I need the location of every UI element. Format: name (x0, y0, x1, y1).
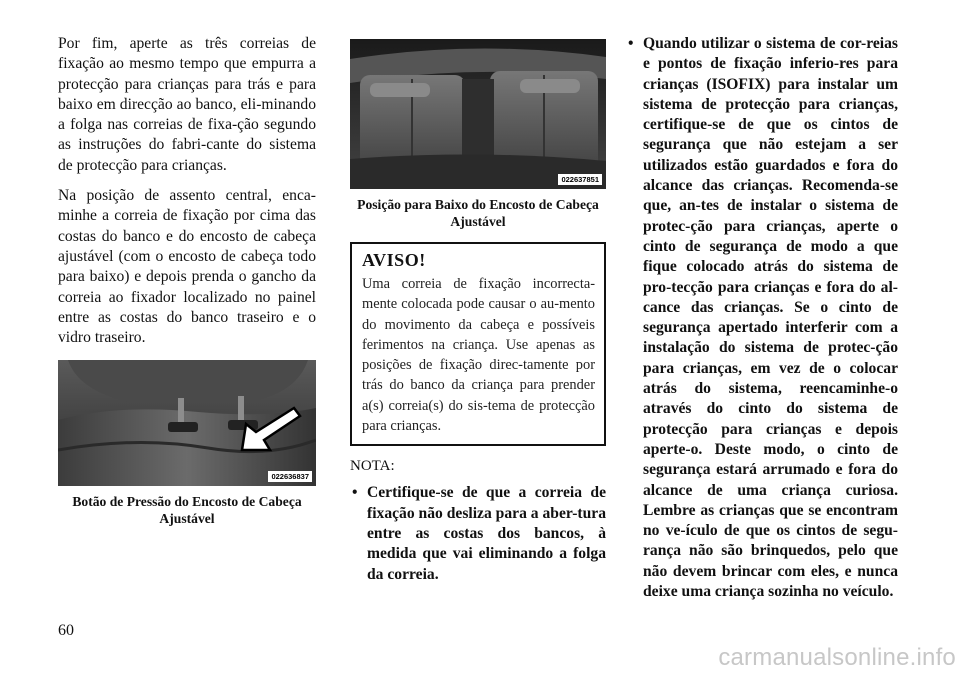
warning-text: Uma correia de fixação incorrecta-mente colocada pode causar o au-mento do movimento da cabeça e possíveis ferimentos na criança. Use apenas as posições de fixação direc-tamente por trás do banco da criança para prender a(s) correia(s) do sis-tema de protecção para crianças. (362, 276, 595, 435)
paragraph-center-seat: Na posição de assento central, enca-minhe a correia de fixação por cima das costas do banco e do encosto de cabeça ajustável (com o encosto de cabeça todo para baixo) e depois prenda o gancho da correia ao fixador localizado no painel entre as costas do banco traseiro e o vidro traseiro. (58, 187, 316, 347)
figure-caption: Botão de Pressão do Encosto de Cabeça Ajustável (72, 494, 302, 527)
headrest-button-illustration (58, 360, 316, 486)
watermark: carmanualsonline.info (718, 644, 956, 671)
right-column (626, 34, 898, 602)
headrest-button-figure (58, 360, 316, 486)
paragraph-tether-tighten: Por fim, aperte as três correias de fixação ao mesmo tempo que empurra a protecção para crianças para trás e para baixo em direcção ao banco, eli-minando a folga nas correias de fixa-ção segundo as instruções do fabri-cante do sistema de protecção para crianças. (58, 35, 316, 174)
note-label: NOTA: (350, 458, 395, 475)
note-bullet-list (350, 483, 606, 584)
warning-box (350, 242, 606, 446)
page-number: 60 (58, 622, 74, 639)
figure-caption: Posição para Baixo do Encosto de Cabeça Ajustável (357, 197, 599, 229)
figure-code: 022636837 (268, 471, 312, 482)
headrest-down-figure (350, 39, 606, 189)
list-item: • Quando utilizar o sistema de cor-reias e pontos de fixação inferio-res para crianças (ISOFIX) para instalar um sistema de protecção para crianças, certifique-se de que os cintos de segurança que não estejam a ser utilizados estão guardados e fora do alcance das crianças. Recomenda-se que, an-tes de instalar o sistema de protec-ção para crianças, aperte o cinto de segurança de modo a que fique colocado atrás do sistema de pro-tecção para crianças e fora do al-cance das crianças. Se o cinto de segurança apertado interferir com a instalação do sistema de protec-ção para crianças, em vez de o colocar atrás do sistema, reencaminhe-o através do cinto do sistema de protecção para crianças e depois aperte-o. Deste modo, o cinto de segurança estará arrumado e fora do alcance de uma criança curiosa. Lembre as crianças que se encontram no ve-ículo de que os cintos de segu-rança não são brinquedos, pelo que não devem brincar com eles, e nunca deixe uma criança sozinha no veículo. (626, 34, 898, 602)
isofix-bullet-list (626, 34, 898, 602)
list-item: • Certifique-se de que a correia de fixação não desliza para a aber-tura entre as costas dos bancos, à medida que vai eliminando a folga da correia. (350, 483, 606, 584)
headrest-down-illustration (350, 39, 606, 189)
middle-column (350, 34, 606, 585)
figure-code: 022637851 (558, 174, 602, 185)
warning-title: AVISO! (362, 250, 426, 270)
left-column (58, 34, 316, 527)
